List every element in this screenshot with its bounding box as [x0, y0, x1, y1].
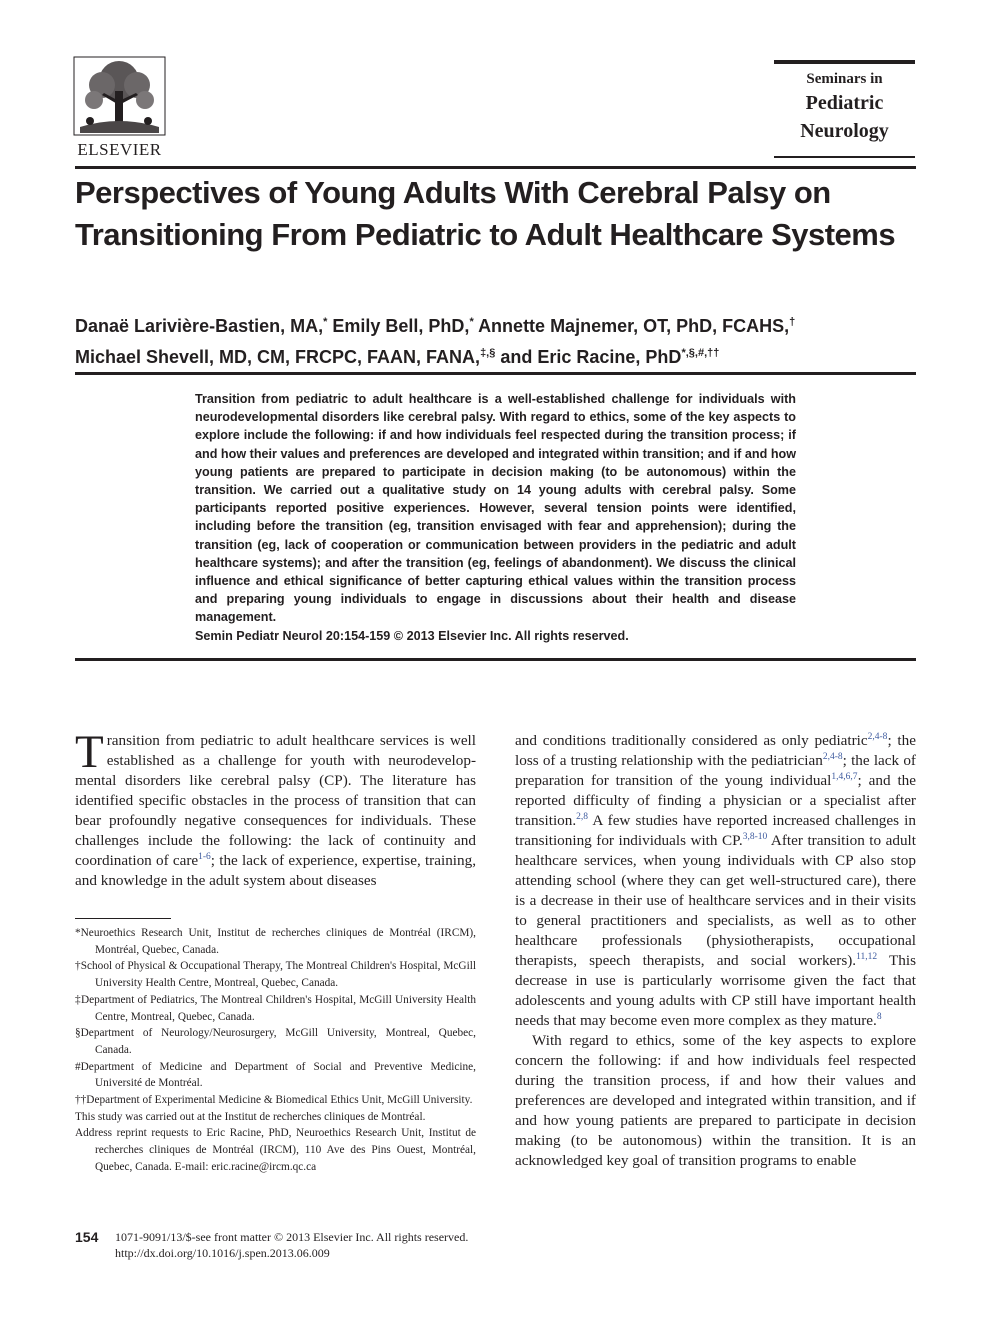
- reference-link[interactable]: 3,8-10: [742, 831, 768, 842]
- reprint-address: Address reprint requests to Eric Racine, PhD, Neuroethics Research Unit, Institut de recherches cliniques de Montréal (IRCM), 110 Ave des Pins Ouest, Montréal, Quebec, Canada. E-mail: eric.racine@ircm.qc.ca: [75, 1127, 476, 1173]
- body-paragraph: [515, 731, 916, 1031]
- author-marks: *,§,#,††: [681, 347, 720, 359]
- article-title: Perspectives of Young Adults With Cerebral Palsy on Transitioning From Pediatric to Adult Healthcare Systems: [75, 175, 896, 252]
- body-text: ransition from pediatric to adult healthcare services is well established as a challenge for youth with neurodevelopmental disorders like cerebral palsy (CP). The literature has identified specific obstacles in the process of transition that can bear profoundly negative consequences for individuals. These challenges include the following: the lack of continuity and coordination of care: [75, 732, 476, 869]
- doi-link[interactable]: http://dx.doi.org/10.1016/j.spen.2013.06.009: [115, 1246, 330, 1260]
- author-name: Michael Shevell, MD, CM, FRCPC, FAAN, FANA,: [75, 347, 481, 367]
- author-name: Danaë Larivière-Bastien, MA,: [75, 316, 324, 336]
- journal-line-2: Pediatric: [805, 92, 884, 114]
- affiliation-footnote: ††Department of Experimental Medicine & Biomedical Ethics Unit, McGill University.: [75, 1094, 473, 1107]
- body-text: ; the loss of a trusting relationship with the pediatrician: [515, 732, 916, 769]
- author-marks: †: [789, 316, 796, 328]
- footnote-rule: [75, 918, 171, 919]
- reference-link[interactable]: 1,4,6,7: [831, 771, 858, 782]
- author-marks: *: [469, 316, 474, 328]
- body-text: and conditions traditionally considered as only pediatric: [515, 732, 868, 749]
- drop-cap: T: [75, 726, 104, 778]
- abstract-citation: Semin Pediatr Neurol 20:154-159 © 2013 Elsevier Inc. All rights reserved.: [195, 628, 629, 643]
- journal-masthead: [774, 60, 915, 158]
- study-note: This study was carried out at the Institut de recherches cliniques de Montréal.: [75, 1110, 426, 1123]
- issn-doi-block: [115, 1229, 468, 1261]
- affiliation-footnote: †School of Physical & Occupational Therapy, The Montreal Children's Hospital, McGill University Health Centre, Montreal, Quebec, Canada.: [75, 960, 476, 990]
- body-column-left: [75, 726, 476, 891]
- body-text: ; and the reported difficulty of finding a physician or a specialist after transition.: [515, 772, 916, 829]
- publisher-name: ELSEVIER: [77, 140, 162, 159]
- reference-link[interactable]: 2,4-8: [822, 751, 843, 762]
- author-marks: ‡,§: [480, 347, 496, 359]
- header-rule: [75, 166, 916, 169]
- author-name: and Eric Racine, PhD: [500, 347, 682, 367]
- abstract-text: Transition from pediatric to adult healthcare is a well-established challenge for individuals with neurodevelopmental disorders like cerebral palsy. With regard to ethics, some of the key aspects to explore include the following: if and how individuals feel respected during the transition process; if and how their values and preferences are developed and integrated within transition; and if and how young patients are prepared to participate in decision making (to be autonomous) within the transition. We carried out a qualitative study on 14 young adults with cerebral palsy. Some participants reported positive experiences. However, several tension points were identified, including before the transition (eg, transition envisaged with fear and apprehension); during the transition (eg, lack of cooperation or communication between providers in the pediatric and adult healthcare systems); and after the transition (eg, feelings of abandonment). We discuss the clinical influence and ethical significance of better capturing ethical values within the transition process and preparing young individuals to engage in discussions about their health and disease management.: [195, 392, 796, 625]
- body-text: A few studies have reported increased challenges in transitioning for individuals with CP.: [515, 812, 916, 849]
- abstract-bottom-rule: [75, 658, 916, 661]
- journal-line-1: Seminars in: [806, 71, 883, 87]
- author-marks: *: [323, 316, 328, 328]
- reference-link[interactable]: 2,4-8: [867, 731, 888, 742]
- page-number: 154: [75, 1229, 99, 1245]
- body-column-right: [515, 731, 916, 1171]
- footnotes: [75, 925, 476, 1176]
- reference-link[interactable]: 2,8: [576, 811, 589, 822]
- abstract-top-rule: [75, 372, 916, 375]
- journal-line-3: Neurology: [800, 120, 889, 142]
- affiliation-footnote: ‡Department of Pediatrics, The Montreal Children's Hospital, McGill University Health Centre, Montreal, Quebec, Canada.: [75, 993, 476, 1023]
- affiliation-footnote: #Department of Medicine and Department of Social and Preventive Medicine, Université de Montréal.: [75, 1060, 476, 1090]
- body-paragraph: With regard to ethics, some of the key aspects to explore concern the following: if and how individuals feel respected during the transition process, if and how their values and preferences are developed and integrated within transition, and if and how young patients are prepared to participate in decision making (to be autonomous) within the transition. It is an acknowledged key goal of transition programs to enable: [515, 1032, 916, 1169]
- affiliation-footnote: *Neuroethics Research Unit, Institut de recherches cliniques de Montréal (IRCM), Montréal, Quebec, Canada.: [75, 927, 476, 956]
- reference-link[interactable]: 11,12: [856, 951, 878, 962]
- author-name: Annette Majnemer, OT, PhD, FCAHS,: [478, 316, 790, 336]
- author-name: Emily Bell, PhD,: [332, 316, 470, 336]
- issn-line: 1071-9091/13/$-see front matter © 2013 Elsevier Inc. All rights reserved.: [115, 1230, 469, 1244]
- body-text: ; the lack of preparation for transition of the young individual: [515, 752, 916, 789]
- abstract: [195, 390, 796, 645]
- reference-link[interactable]: 8: [876, 1011, 882, 1022]
- reference-link[interactable]: 1-6: [198, 851, 211, 862]
- body-paragraph: [75, 726, 476, 891]
- body-text: After transition to adult healthcare services, when young individuals with CP also stop attending school (where they can get well-structured care), there is a decrease in their use of healthcare services and in their visits to general practitioners and specialists, as well as to other healthcare professionals (physiotherapists, occupational therapists, speech therapists, and social workers).: [515, 832, 916, 969]
- affiliation-footnote: §Department of Neurology/Neurosurgery, McGill University, Montreal, Quebec, Canada.: [75, 1027, 476, 1056]
- body-text: This decrease in use is particularly worrisome given the fact that adolescents and young adults with CP still have important health needs that may become even more complex as they mature.: [515, 952, 916, 1029]
- author-list: [75, 309, 915, 371]
- body-text: ; the lack of experience, expertise, training, and knowledge in the adult system about diseases: [75, 852, 476, 889]
